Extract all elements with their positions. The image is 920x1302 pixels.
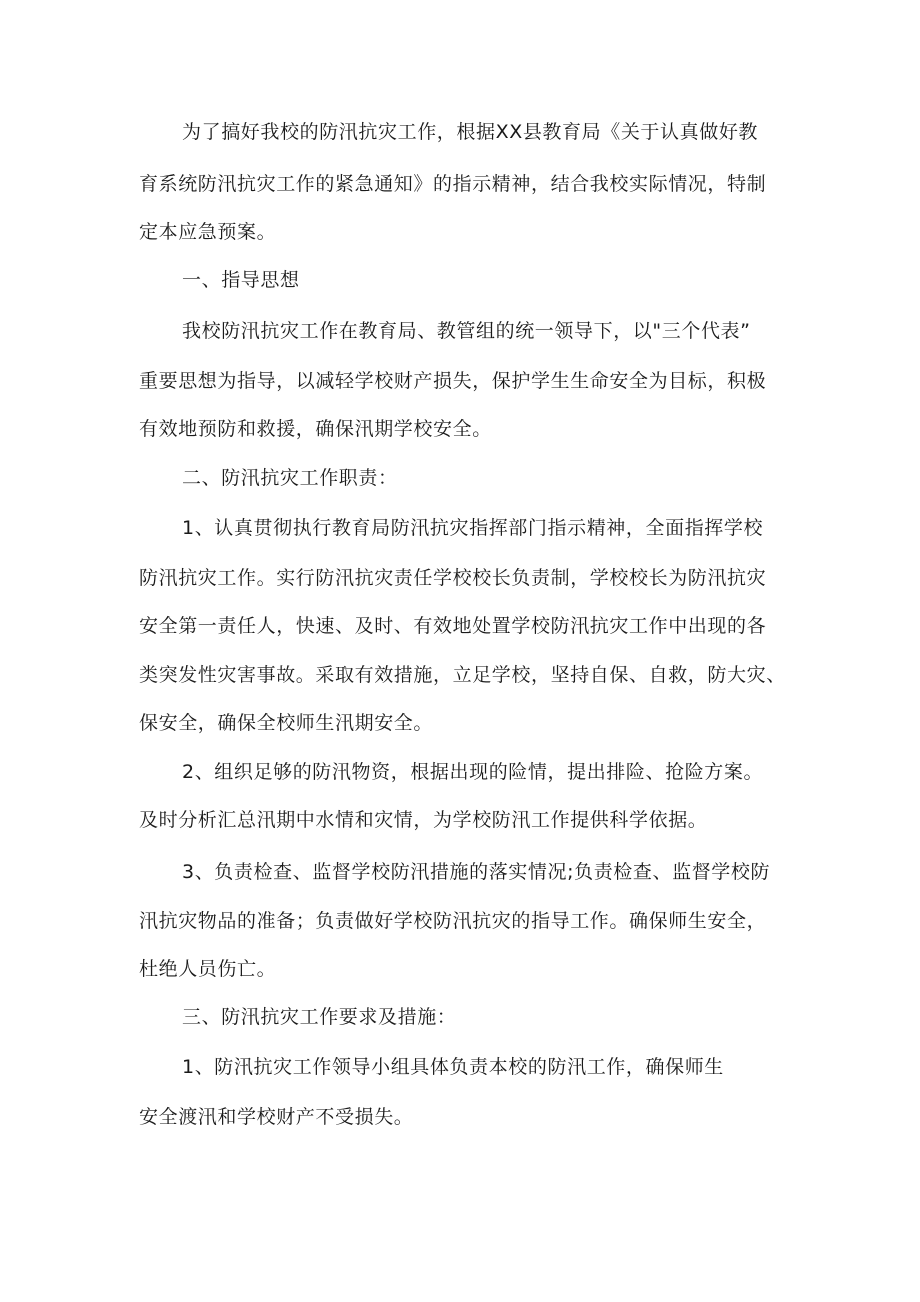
paragraph-guidance-line-1: 我校防汛抗灾工作在教育局、教管组的统一领导下，以"三个代表”: [182, 320, 751, 342]
paragraph-intro-line-2: 育系统防汛抗灾工作的紧急通知》的指示精神，结合我校实际情况，特制: [139, 173, 767, 195]
duty-1-line-2: 防汛抗灾工作。实行防汛抗灾责任学校校长负责制，学校校长为防汛抗灾: [139, 567, 767, 589]
duty-1-line-5: 保安全，确保全校师生汛期安全。: [139, 712, 434, 734]
duty-3-line-3: 杜绝人员伤亡。: [139, 958, 277, 980]
section-heading-3: 三、防汛抗灾工作要求及措施：: [182, 1006, 457, 1028]
duty-3-line-1: 3、负责检查、监督学校防汛措施的落实情况;负责检查、监督学校防: [182, 861, 771, 883]
duty-2-line-2: 及时分析汇总汛期中水情和灾情，为学校防汛工作提供科学依据。: [139, 809, 708, 831]
duty-1-line-4: 类突发性灾害事故。采取有效措施，立足学校，坚持自保、自救，防大灾、: [139, 664, 786, 686]
duty-2-line-1: 2、组织足够的防汛物资，根据出现的险情，提出排险、抢险方案。: [182, 761, 764, 783]
section-heading-1: 一、指导思想: [182, 269, 300, 291]
duty-1-line-1: 1、认真贯彻执行教育局防汛抗灾指挥部门指示精神，全面指挥学校: [182, 517, 764, 539]
section-heading-2: 二、防汛抗灾工作职责：: [182, 467, 398, 489]
measure-1-line-1: 1、防汛抗灾工作领导小组具体负责本校的防汛工作，确保师生: [182, 1056, 724, 1078]
paragraph-guidance-line-2: 重要思想为指导，以减轻学校财产损失，保护学生生命安全为目标，积极: [139, 370, 767, 392]
paragraph-intro-line-1: 为了搞好我校的防汛抗灾工作，根据XX县教育局《关于认真做好教: [182, 121, 759, 143]
duty-1-line-3: 安全第一责任人，快速、及时、有效地处置学校防汛抗灾工作中出现的各: [139, 615, 767, 637]
duty-3-line-2: 汛抗灾物品的准备；负责做好学校防汛抗灾的指导工作。确保师生安全，: [139, 910, 767, 932]
paragraph-intro-line-3: 定本应急预案。: [139, 221, 277, 243]
paragraph-guidance-line-3: 有效地预防和救援，确保汛期学校安全。: [139, 418, 492, 440]
measure-1-line-2: 安全渡汛和学校财产不受损失。: [139, 1106, 414, 1128]
